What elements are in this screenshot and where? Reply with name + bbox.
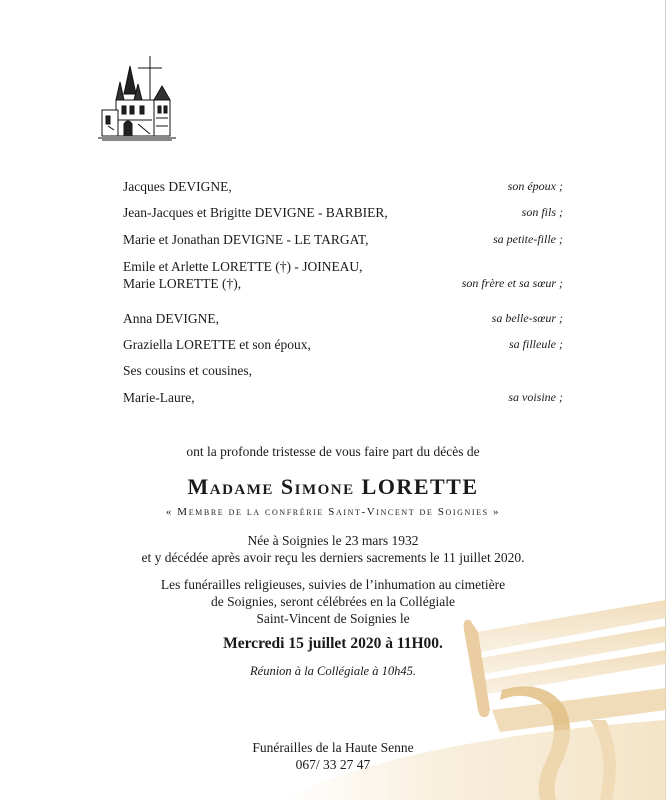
death-line: et y décédée après avoir reçu les derniers sacrements le 11 juillet 2020. [141, 550, 525, 565]
mourner-row [123, 389, 563, 406]
mourner-names-second-line: Marie LORETTE (†), [123, 276, 242, 291]
mourner-relation: sa filleule ; [509, 337, 563, 351]
funeral-date: Mercredi 15 juillet 2020 à 11H00. [223, 635, 443, 652]
mourner-row [123, 231, 563, 248]
funeral-line-3: Saint-Vincent de Soignies le [256, 611, 410, 626]
mourner-relation: sa petite-fille ; [493, 232, 563, 246]
undertaker-phone: 067/ 33 27 47 [295, 757, 371, 772]
funeral-line-1: Les funérailles religieuses, suivies de l’inhumation au cimetière [160, 577, 506, 592]
undertaker-block [0, 739, 666, 773]
mourner-row [123, 336, 563, 353]
mourner-row [123, 310, 563, 327]
mourner-row [123, 178, 563, 195]
mourner-relation: son fils ; [521, 205, 563, 219]
undertaker-name: Funérailles de la Haute Senne [252, 740, 414, 755]
meeting-info: Réunion à la Collégiale à 10h45. [250, 664, 416, 678]
mourner-names: Jacques DEVIGNE, [123, 179, 232, 194]
mourner-names: Jean-Jacques et Brigitte DEVIGNE - BARBIER, [123, 205, 388, 220]
mourner-names: Marie-Laure, [123, 390, 195, 405]
mourner-names: Emile et Arlette LORETTE (†) - JOINEAU, [123, 259, 363, 274]
birth-line: Née à Soignies le 23 mars 1932 [247, 533, 419, 548]
mourner-relation: son époux ; [507, 179, 563, 193]
mourner-names: Ses cousins et cousines, [123, 363, 252, 378]
mourner-row [123, 362, 563, 379]
church-icon [94, 54, 184, 144]
mourner-names: Graziella LORETTE et son époux, [123, 337, 311, 352]
mourner-names: Anna DEVIGNE, [123, 311, 219, 326]
mourner-relation: son frère et sa sœur ; [461, 276, 563, 290]
mourner-relation: sa voisine ; [508, 390, 563, 404]
funeral-info [0, 576, 666, 627]
mourner-names: Marie et Jonathan DEVIGNE - LE TARGAT, [123, 232, 369, 247]
funeral-line-2: de Soignies, seront célébrées en la Collégiale [210, 594, 456, 609]
deceased-name: Madame Simone LORETTE [187, 474, 479, 499]
mourner-row [123, 204, 563, 221]
mourner-relation: sa belle-sœur ; [491, 311, 563, 325]
birth-death-info [0, 532, 666, 566]
mourner-row [123, 258, 563, 292]
announcement-intro: ont la profonde tristesse de vous faire part du décès de [186, 444, 480, 459]
membership-line: « Membre de la confrérie Saint-Vincent de Soignies » [165, 506, 501, 518]
